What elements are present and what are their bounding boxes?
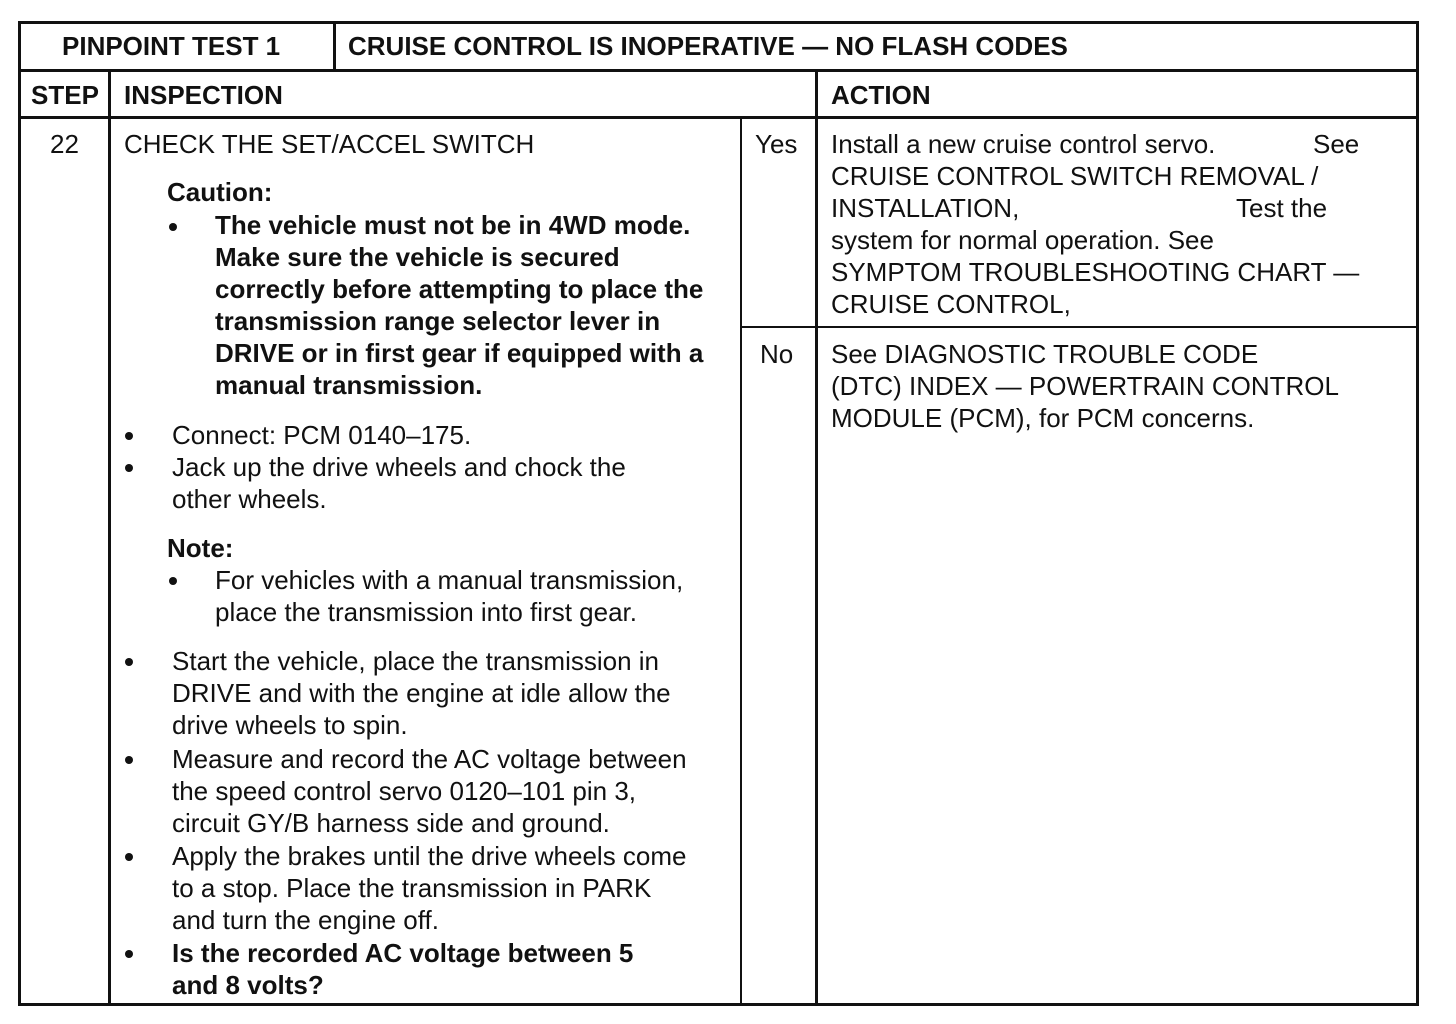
caution-line: Make sure the vehicle is secured bbox=[215, 242, 620, 272]
yes-action-line: See bbox=[1313, 129, 1360, 159]
instruction-line: drive wheels to spin. bbox=[172, 710, 408, 740]
caution-line: correctly before attempting to place the bbox=[215, 274, 704, 304]
note-line: For vehicles with a manual transmission, bbox=[215, 565, 684, 595]
instruction-line: Connect: PCM 0140–175. bbox=[172, 420, 472, 450]
caution-bullet bbox=[169, 223, 177, 231]
bullet bbox=[125, 432, 133, 440]
no-action-line: See DIAGNOSTIC TROUBLE CODE bbox=[831, 339, 1259, 369]
bullet bbox=[125, 658, 133, 666]
step-title: CHECK THE SET/ACCEL SWITCH bbox=[124, 129, 535, 159]
instruction-line: the speed control servo 0120–101 pin 3, bbox=[172, 776, 637, 806]
instruction-line: and turn the engine off. bbox=[172, 905, 439, 935]
bullet bbox=[125, 853, 133, 861]
caution-label: Caution: bbox=[167, 177, 273, 207]
instruction-line: Start the vehicle, place the transmission in bbox=[172, 646, 660, 676]
question-line: Is the recorded AC voltage between 5 bbox=[172, 938, 634, 968]
test-title: CRUISE CONTROL IS INOPERATIVE — NO FLASH CODES bbox=[348, 31, 1068, 61]
yes-action-line: CRUISE CONTROL SWITCH REMOVAL / bbox=[831, 161, 1319, 191]
caution-line: DRIVE or in first gear if equipped with a bbox=[215, 338, 704, 368]
note-bullet bbox=[169, 577, 177, 585]
note-line: place the transmission into first gear. bbox=[215, 597, 637, 627]
caution-line: The vehicle must not be in 4WD mode. bbox=[215, 210, 691, 240]
test-label: PINPOINT TEST 1 bbox=[62, 31, 281, 61]
step-number: 22 bbox=[50, 129, 79, 159]
column-header-action: ACTION bbox=[831, 80, 931, 110]
no-label: No bbox=[760, 339, 794, 369]
instruction-line: other wheels. bbox=[172, 484, 327, 514]
yes-action-line: CRUISE CONTROL, bbox=[831, 289, 1071, 319]
column-header-inspection: INSPECTION bbox=[124, 80, 283, 110]
instruction-line: Measure and record the AC voltage between bbox=[172, 744, 687, 774]
instruction-line: Jack up the drive wheels and chock the bbox=[172, 452, 626, 482]
yes-action-line: INSTALLATION, bbox=[831, 193, 1020, 223]
note-label: Note: bbox=[167, 533, 234, 563]
bullet bbox=[125, 756, 133, 764]
column-header-step: STEP bbox=[31, 80, 99, 110]
no-action-line: (DTC) INDEX — POWERTRAIN CONTROL bbox=[831, 371, 1339, 401]
instruction-line: circuit GY/B harness side and ground. bbox=[172, 808, 610, 838]
yes-action-line: SYMPTOM TROUBLESHOOTING CHART — bbox=[831, 257, 1360, 287]
instruction-line: Apply the brakes until the drive wheels come bbox=[172, 841, 687, 871]
bullet bbox=[125, 464, 133, 472]
caution-line: manual transmission. bbox=[215, 370, 483, 400]
question-bullet bbox=[125, 950, 133, 958]
caution-line: transmission range selector lever in bbox=[215, 306, 661, 336]
yes-label: Yes bbox=[755, 129, 798, 159]
yes-action-line: Test the bbox=[1236, 193, 1328, 223]
yes-action-line: Install a new cruise control servo. bbox=[831, 129, 1216, 159]
yes-action-line: system for normal operation. See bbox=[831, 225, 1214, 255]
instruction-line: DRIVE and with the engine at idle allow the bbox=[172, 678, 671, 708]
instruction-line: to a stop. Place the transmission in PARK bbox=[172, 873, 652, 903]
question-line: and 8 volts? bbox=[172, 970, 324, 1000]
no-action-line: MODULE (PCM), for PCM concerns. bbox=[831, 403, 1255, 433]
